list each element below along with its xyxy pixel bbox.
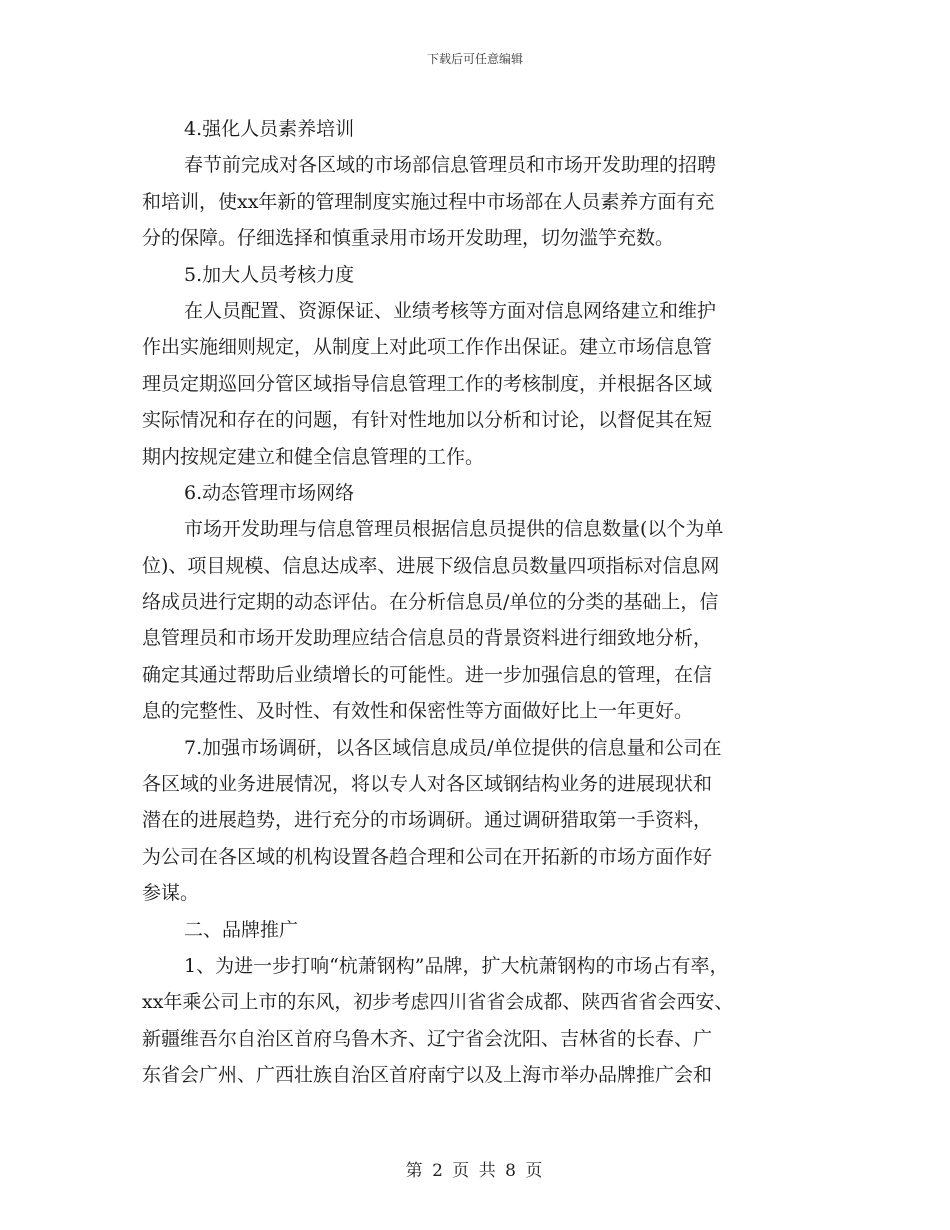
paragraph-line: 6.动态管理市场网络: [184, 481, 355, 504]
paragraph-line: 息的完整性、及时性、有效性和保密性等方面做好比上一年更好。: [142, 700, 694, 723]
paragraph-line: 1、为进一步打响“杭萧钢构”品牌，扩大杭萧钢构的市场占有率，: [184, 954, 729, 977]
paragraph-line: 和培训，使xx年新的管理制度实施过程中市场部在人员素养方面有充: [142, 190, 715, 213]
paragraph-line: xx年乘公司上市的东风，初步考虑四川省省会成都、陕西省省会西安、: [142, 991, 734, 1014]
paragraph-line: 确定其通过帮助后业绩增长的可能性。进一步加强信息的管理，在信: [142, 663, 713, 686]
paragraph-line: 4.强化人员素养培训: [184, 118, 355, 140]
paragraph-line: 理员定期巡回分管区域指导信息管理工作的考核制度，并根据各区域: [142, 372, 713, 395]
paragraph-line: 络成员进行定期的动态评估。在分析信息员/单位的分类的基础上，信: [142, 591, 719, 614]
paragraph-line: 各区域的业务进展情况，将以专人对各区域钢结构业务的进展现状和: [142, 773, 713, 796]
page-header: 下载后可任意编辑: [426, 52, 523, 66]
paragraph-line: 潜在的进展趋势，进行充分的市场调研。通过调研猎取第一手资料，: [142, 809, 713, 832]
page-footer: 第 2 页 共 8 页: [405, 1161, 545, 1181]
paragraph-line: 为公司在各区域的机构设置各趋合理和公司在开拓新的市场方面作好: [142, 845, 713, 868]
paragraph-line: 东省会广州、广西壮族自治区首府南宁以及上海市举办品牌推广会和: [142, 1064, 713, 1087]
paragraph-line: 在人员配置、资源保证、业绩考核等方面对信息网络建立和维护: [184, 299, 717, 322]
paragraph-line: 5.加大人员考核力度: [184, 263, 355, 286]
paragraph-line: 新疆维吾尔自治区首府乌鲁木齐、辽宁省会沈阳、吉林省的长春、广: [142, 1027, 713, 1050]
paragraph-line: 7.加强市场调研，以各区域信息成员/单位提供的信息量和公司在: [184, 736, 722, 759]
paragraph-line: 实际情况和存在的问题，有针对性地加以分析和讨论，以督促其在短: [142, 409, 713, 432]
paragraph-line: 市场开发助理与信息管理员根据信息员提供的信息数量(以个为单: [184, 518, 724, 541]
paragraph-line: 作出实施细则规定，从制度上对此项工作作出保证。建立市场信息管: [142, 336, 713, 359]
paragraph-line: 二、品牌推广: [184, 918, 299, 941]
paragraph-line: 春节前完成对各区域的市场部信息管理员和市场开发助理的招聘: [184, 154, 717, 177]
paragraph-line: 息管理员和市场开发助理应结合信息员的背景资料进行细致地分析，: [142, 627, 713, 650]
paragraph-line: 参谋。: [142, 882, 200, 905]
paragraph-line: 位)、项目规模、信息达成率、进展下级信息员数量四项指标对信息网: [142, 554, 720, 577]
paragraph-line: 分的保障。仔细选择和慎重录用市场开发助理，切勿滥竽充数。: [142, 227, 675, 250]
document-body: [142, 111, 810, 1094]
paragraph-line: 期内按规定建立和健全信息管理的工作。: [142, 445, 485, 468]
